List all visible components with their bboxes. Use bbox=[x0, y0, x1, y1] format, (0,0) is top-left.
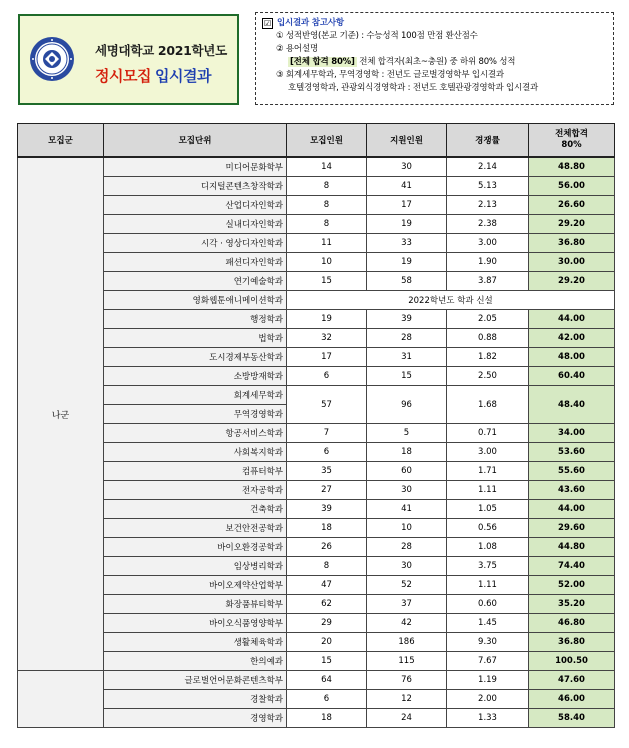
header-pct80-line1: 전체합격 bbox=[555, 129, 588, 139]
rate-cell: 1.33 bbox=[447, 709, 529, 728]
quota-cell: 32 bbox=[287, 329, 367, 348]
unit-cell: 실내디자인학과 bbox=[104, 215, 287, 234]
unit-cell: 회계세무학과 bbox=[104, 386, 287, 405]
notes-line-3 bbox=[262, 56, 607, 69]
pct80-cell: 42.00 bbox=[529, 329, 615, 348]
rate-cell: 2.00 bbox=[447, 690, 529, 709]
table-row bbox=[18, 215, 615, 234]
rate-cell: 0.60 bbox=[447, 595, 529, 614]
table-row bbox=[18, 481, 615, 500]
unit-cell: 경영학과 bbox=[104, 709, 287, 728]
quota-cell: 15 bbox=[287, 272, 367, 291]
rate-cell: 3.75 bbox=[447, 557, 529, 576]
quota-cell: 8 bbox=[287, 215, 367, 234]
pct80-cell: 56.00 bbox=[529, 177, 615, 196]
unit-cell: 영화웹툰애니메이션학과 bbox=[104, 291, 287, 310]
table-row bbox=[18, 614, 615, 633]
applicants-cell: 15 bbox=[367, 367, 447, 386]
pct80-cell: 46.00 bbox=[529, 690, 615, 709]
unit-cell: 행정학과 bbox=[104, 310, 287, 329]
pct80-cell: 36.80 bbox=[529, 234, 615, 253]
applicants-cell: 30 bbox=[367, 557, 447, 576]
title-part1: 정시모집 bbox=[95, 67, 151, 85]
rate-cell: 0.88 bbox=[447, 329, 529, 348]
applicants-cell: 28 bbox=[367, 538, 447, 557]
table-row bbox=[18, 519, 615, 538]
unit-cell: 생활체육학과 bbox=[104, 633, 287, 652]
table-row bbox=[18, 500, 615, 519]
unit-cell: 미디어문화학부 bbox=[104, 157, 287, 177]
new-dept-note: 2022학년도 학과 신설 bbox=[287, 291, 615, 310]
applicants-cell: 60 bbox=[367, 462, 447, 481]
rate-cell: 2.13 bbox=[447, 196, 529, 215]
rate-cell: 3.00 bbox=[447, 443, 529, 462]
table-row bbox=[18, 671, 615, 690]
unit-cell: 연기예술학과 bbox=[104, 272, 287, 291]
applicants-cell: 5 bbox=[367, 424, 447, 443]
quota-cell: 15 bbox=[287, 652, 367, 671]
table-row bbox=[18, 709, 615, 728]
quota-cell: 47 bbox=[287, 576, 367, 595]
applicants-cell: 58 bbox=[367, 272, 447, 291]
unit-cell: 화장품뷰티학부 bbox=[104, 595, 287, 614]
unit-cell: 소방방재학과 bbox=[104, 367, 287, 386]
table-row bbox=[18, 633, 615, 652]
rate-cell: 3.00 bbox=[447, 234, 529, 253]
notes-line-1: ① 성적반영(본교 기준) : 수능성적 100점 만점 환산점수 bbox=[276, 31, 478, 41]
pct80-cell: 48.00 bbox=[529, 348, 615, 367]
header-unit: 모집단위 bbox=[104, 124, 287, 158]
applicants-cell: 96 bbox=[367, 386, 447, 424]
applicants-cell: 30 bbox=[367, 157, 447, 177]
rate-cell: 1.90 bbox=[447, 253, 529, 272]
unit-cell: 보건안전공학과 bbox=[104, 519, 287, 538]
pct80-cell: 48.40 bbox=[529, 386, 615, 424]
applicants-cell: 19 bbox=[367, 215, 447, 234]
unit-cell: 법학과 bbox=[104, 329, 287, 348]
quota-cell: 57 bbox=[287, 386, 367, 424]
quota-cell: 27 bbox=[287, 481, 367, 500]
quota-cell: 20 bbox=[287, 633, 367, 652]
university-seal-icon bbox=[29, 36, 75, 82]
table-row bbox=[18, 595, 615, 614]
quota-cell: 35 bbox=[287, 462, 367, 481]
table-row bbox=[18, 157, 615, 177]
notes-heading: 입시결과 참고사항 bbox=[277, 18, 344, 28]
table-row bbox=[18, 557, 615, 576]
quota-cell: 29 bbox=[287, 614, 367, 633]
pct80-cell: 34.00 bbox=[529, 424, 615, 443]
applicants-cell: 76 bbox=[367, 671, 447, 690]
table-row bbox=[18, 348, 615, 367]
quota-cell: 62 bbox=[287, 595, 367, 614]
rate-cell: 3.87 bbox=[447, 272, 529, 291]
quota-cell: 6 bbox=[287, 443, 367, 462]
pct80-cell: 53.60 bbox=[529, 443, 615, 462]
applicants-cell: 24 bbox=[367, 709, 447, 728]
pct80-cell: 44.00 bbox=[529, 500, 615, 519]
applicants-cell: 41 bbox=[367, 177, 447, 196]
table-row bbox=[18, 196, 615, 215]
unit-cell: 컴퓨터학부 bbox=[104, 462, 287, 481]
unit-cell: 패션디자인학과 bbox=[104, 253, 287, 272]
notes-highlight: [전체 합격 80%] bbox=[290, 57, 355, 67]
rate-cell: 1.71 bbox=[447, 462, 529, 481]
rate-cell: 0.71 bbox=[447, 424, 529, 443]
rate-cell: 2.05 bbox=[447, 310, 529, 329]
rate-cell: 7.67 bbox=[447, 652, 529, 671]
quota-cell: 7 bbox=[287, 424, 367, 443]
table-row bbox=[18, 576, 615, 595]
applicants-cell: 115 bbox=[367, 652, 447, 671]
results-table bbox=[17, 123, 615, 728]
group-cell-next bbox=[18, 671, 104, 728]
quota-cell: 6 bbox=[287, 690, 367, 709]
unit-cell: 전자공학과 bbox=[104, 481, 287, 500]
pct80-cell: 47.60 bbox=[529, 671, 615, 690]
table-row bbox=[18, 386, 615, 405]
applicants-cell: 37 bbox=[367, 595, 447, 614]
quota-cell: 8 bbox=[287, 196, 367, 215]
applicants-cell: 33 bbox=[367, 234, 447, 253]
unit-cell: 사회복지학과 bbox=[104, 443, 287, 462]
table-row bbox=[18, 329, 615, 348]
pct80-cell: 29.20 bbox=[529, 215, 615, 234]
table-row bbox=[18, 272, 615, 291]
unit-cell: 바이오식품영양학부 bbox=[104, 614, 287, 633]
rate-cell: 1.11 bbox=[447, 576, 529, 595]
unit-cell: 건축학과 bbox=[104, 500, 287, 519]
rate-cell: 1.68 bbox=[447, 386, 529, 424]
pct80-cell: 30.00 bbox=[529, 253, 615, 272]
pct80-cell: 74.40 bbox=[529, 557, 615, 576]
header-group: 모집군 bbox=[18, 124, 104, 158]
quota-cell: 26 bbox=[287, 538, 367, 557]
rate-cell: 5.13 bbox=[447, 177, 529, 196]
table-row bbox=[18, 424, 615, 443]
pct80-cell: 100.50 bbox=[529, 652, 615, 671]
quota-cell: 17 bbox=[287, 348, 367, 367]
table-row bbox=[18, 367, 615, 386]
quota-cell: 39 bbox=[287, 500, 367, 519]
rate-cell: 1.82 bbox=[447, 348, 529, 367]
pct80-cell: 35.20 bbox=[529, 595, 615, 614]
pct80-cell: 29.60 bbox=[529, 519, 615, 538]
applicants-cell: 18 bbox=[367, 443, 447, 462]
table-row bbox=[18, 310, 615, 329]
title-part2: 입시결과 bbox=[154, 67, 211, 85]
pct80-cell: 43.60 bbox=[529, 481, 615, 500]
applicants-cell: 186 bbox=[367, 633, 447, 652]
quota-cell: 19 bbox=[287, 310, 367, 329]
header-applicants: 지원인원 bbox=[367, 124, 447, 158]
notes-line-5: 호텔경영학과, 관광외식경영학과 : 전년도 호텔관광경영학과 입시결과 bbox=[288, 83, 538, 93]
header-pct80 bbox=[529, 124, 615, 158]
unit-cell: 바이오제약산업학부 bbox=[104, 576, 287, 595]
rate-cell: 1.19 bbox=[447, 671, 529, 690]
pct80-cell: 26.60 bbox=[529, 196, 615, 215]
quota-cell: 10 bbox=[287, 253, 367, 272]
table-row bbox=[18, 462, 615, 481]
pct80-cell: 58.40 bbox=[529, 709, 615, 728]
pct80-cell: 29.20 bbox=[529, 272, 615, 291]
table-row bbox=[18, 234, 615, 253]
applicants-cell: 19 bbox=[367, 253, 447, 272]
notes-line-3-text: 전체 합격자(최초~충원) 중 하위 80% 성적 bbox=[356, 57, 516, 67]
pct80-cell: 60.40 bbox=[529, 367, 615, 386]
unit-cell: 항공서비스학과 bbox=[104, 424, 287, 443]
unit-cell: 경찰학과 bbox=[104, 690, 287, 709]
unit-cell: 글로벌언어문화콘텐츠학부 bbox=[104, 671, 287, 690]
notes-box bbox=[255, 12, 614, 105]
quota-cell: 8 bbox=[287, 557, 367, 576]
unit-cell: 임상병리학과 bbox=[104, 557, 287, 576]
applicants-cell: 31 bbox=[367, 348, 447, 367]
table-row bbox=[18, 177, 615, 196]
table-row bbox=[18, 291, 615, 310]
table-row bbox=[18, 538, 615, 557]
table-row bbox=[18, 253, 615, 272]
table-body bbox=[18, 157, 615, 728]
pct80-cell: 44.00 bbox=[529, 310, 615, 329]
pct80-cell: 44.80 bbox=[529, 538, 615, 557]
title-main bbox=[95, 65, 211, 86]
notes-line-4: ③ 회계세무학과, 무역경영학 : 전년도 글로벌경영학부 입시결과 bbox=[276, 70, 504, 80]
unit-cell: 무역경영학과 bbox=[104, 405, 287, 424]
notes-heading-line bbox=[262, 17, 607, 30]
rate-cell: 2.14 bbox=[447, 157, 529, 177]
quota-cell: 18 bbox=[287, 709, 367, 728]
table-header-row bbox=[18, 124, 615, 158]
unit-cell: 산업디자인학과 bbox=[104, 196, 287, 215]
pct80-cell: 48.80 bbox=[529, 157, 615, 177]
applicants-cell: 30 bbox=[367, 481, 447, 500]
applicants-cell: 41 bbox=[367, 500, 447, 519]
applicants-cell: 12 bbox=[367, 690, 447, 709]
pct80-cell: 46.80 bbox=[529, 614, 615, 633]
applicants-cell: 42 bbox=[367, 614, 447, 633]
checkbox-icon: ☑ bbox=[262, 18, 273, 29]
rate-cell: 2.50 bbox=[447, 367, 529, 386]
rate-cell: 2.38 bbox=[447, 215, 529, 234]
unit-cell: 도시경제부동산학과 bbox=[104, 348, 287, 367]
table-row bbox=[18, 652, 615, 671]
title-box bbox=[18, 14, 239, 105]
rate-cell: 9.30 bbox=[447, 633, 529, 652]
table-row bbox=[18, 690, 615, 709]
rate-cell: 1.08 bbox=[447, 538, 529, 557]
header-quota: 모집인원 bbox=[287, 124, 367, 158]
applicants-cell: 52 bbox=[367, 576, 447, 595]
pct80-cell: 52.00 bbox=[529, 576, 615, 595]
header-pct80-line2: 80% bbox=[561, 140, 582, 150]
applicants-cell: 28 bbox=[367, 329, 447, 348]
pct80-cell: 55.60 bbox=[529, 462, 615, 481]
rate-cell: 1.11 bbox=[447, 481, 529, 500]
quota-cell: 6 bbox=[287, 367, 367, 386]
table-row bbox=[18, 443, 615, 462]
applicants-cell: 39 bbox=[367, 310, 447, 329]
unit-cell: 디지털콘텐츠창작학과 bbox=[104, 177, 287, 196]
notes-line-2: ② 용어설명 bbox=[276, 44, 318, 54]
rate-cell: 1.05 bbox=[447, 500, 529, 519]
quota-cell: 11 bbox=[287, 234, 367, 253]
title-year: 세명대학교 2021학년도 bbox=[95, 43, 227, 58]
quota-cell: 14 bbox=[287, 157, 367, 177]
unit-cell: 한의예과 bbox=[104, 652, 287, 671]
applicants-cell: 10 bbox=[367, 519, 447, 538]
applicants-cell: 17 bbox=[367, 196, 447, 215]
rate-cell: 0.56 bbox=[447, 519, 529, 538]
quota-cell: 64 bbox=[287, 671, 367, 690]
quota-cell: 18 bbox=[287, 519, 367, 538]
pct80-cell: 36.80 bbox=[529, 633, 615, 652]
group-cell-na: 나군 bbox=[18, 157, 104, 671]
quota-cell: 8 bbox=[287, 177, 367, 196]
header-rate: 경쟁률 bbox=[447, 124, 529, 158]
rate-cell: 1.45 bbox=[447, 614, 529, 633]
unit-cell: 바이오환경공학과 bbox=[104, 538, 287, 557]
unit-cell: 시각 · 영상디자인학과 bbox=[104, 234, 287, 253]
